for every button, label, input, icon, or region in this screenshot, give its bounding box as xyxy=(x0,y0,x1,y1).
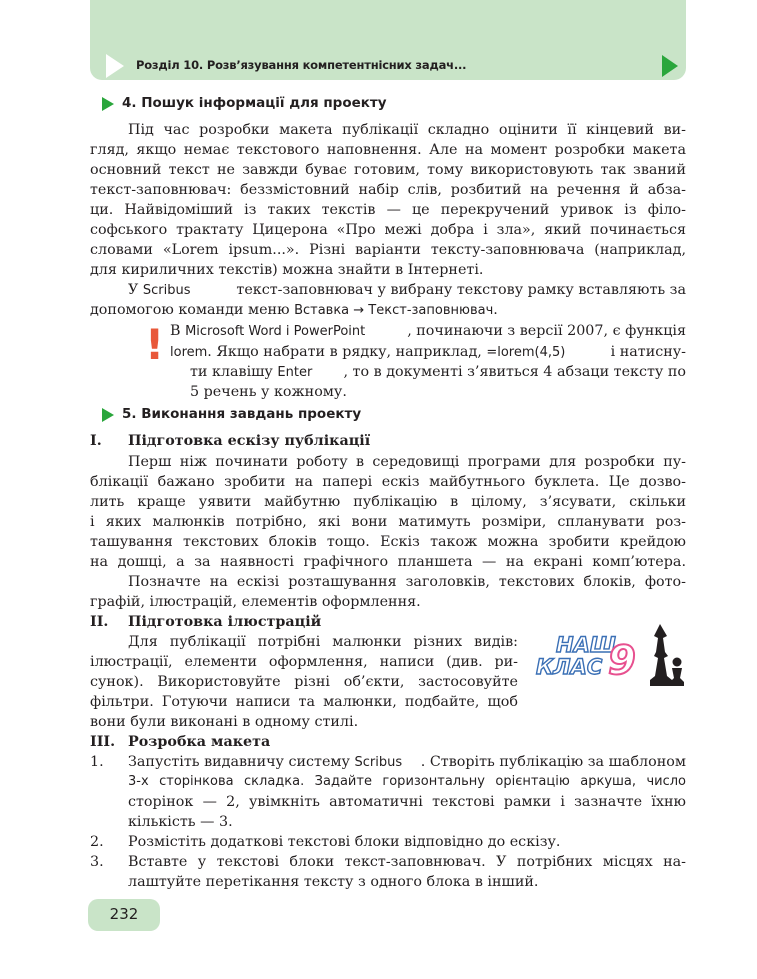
subsection-1-number: I. xyxy=(90,433,102,449)
text-line: допомогою команди меню Вставка → Текст-заповнювач. xyxy=(90,302,498,318)
subsection-2-number: II. xyxy=(90,614,109,630)
page-number: 232 xyxy=(109,905,139,923)
logo-word-1: НАШ xyxy=(556,633,616,657)
text-line: текст-заповнювач: беззмістовний набір слів, розбитий на речення й абза- xyxy=(90,182,686,198)
subsection-1-title: Підготовка ескізу публікації xyxy=(128,433,371,449)
text-line: Позначте на ескізі розташування заголовків, текстових блоків, фото- xyxy=(128,574,686,590)
list-item: Розмістіть додаткові текстові блоки відповідно до ескізу. xyxy=(128,834,561,850)
text-line: для кириличних текстів) можна знайти в Інтернеті. xyxy=(90,262,484,278)
logo-nash-klas-9 xyxy=(534,622,690,692)
list-item-number: 2. xyxy=(90,834,104,850)
header-arrow-left-icon xyxy=(106,54,124,78)
text-line: сунок). Використовуйте різні об’єкти, застосовуйте xyxy=(90,674,518,690)
text-line: 5 речень у кожному. xyxy=(190,384,347,400)
chess-pieces-icon xyxy=(650,624,684,686)
text-line: Для публікації потрібні малюнки різних видів: xyxy=(128,634,518,650)
subsection-3-number: III. xyxy=(90,734,116,750)
text-line: Під час розробки макета публікації складно оцінити її кінцевий ви- xyxy=(128,122,686,138)
text-line: В Microsoft Word і PowerPoint , починаючи з версії 2007, є функція xyxy=(170,323,686,339)
section-arrow-icon xyxy=(102,97,114,111)
text-line: фільтри. Готуючи написи та малюнки, подбайте, щоб xyxy=(90,694,518,710)
text-line: лить краще уявити майбутню публікацію в цілому, з’ясувати, скільки xyxy=(90,494,686,510)
text-line: лаштуйте перетікання тексту з одного блока в інший. xyxy=(128,874,539,890)
list-item-number: 3. xyxy=(90,854,104,870)
subsection-3-title: Розробка макета xyxy=(128,734,271,750)
exclamation-icon: ! xyxy=(145,320,165,369)
text-line: основний текст не завжди буває готовим, тому використовують так званий xyxy=(90,162,686,178)
text-line: ти клавішу Enter , то в документі з’явиться 4 абзаци тексту по xyxy=(190,364,686,380)
text-line: словами «Lorem ipsum...». Різні варіанти тексту-заповнювача (наприклад, xyxy=(90,242,686,258)
text-line: вони були виконані в одному стилі. xyxy=(90,714,359,730)
text-line: lorem. Якщо набрати в рядку, наприклад, =lorem(4,5) і натисну- xyxy=(170,344,686,360)
menu-command: Вставка → Текст-заповнювач xyxy=(294,303,494,318)
text-line: сторінок — 2, увімкніть автоматичні текстові рамки і зазначте їхню xyxy=(128,794,686,810)
header-arrow-right-icon[interactable] xyxy=(662,55,678,77)
text-line: ілюстрації, елементи оформлення, написи (див. ри- xyxy=(90,654,518,670)
subsection-2-title: Підготовка ілюстрацій xyxy=(128,614,322,630)
text-line: блікації бажано зробити на папері ескіз майбутнього буклета. Це дозво- xyxy=(90,474,686,490)
section-5-title: 5. Виконання завдань проекту xyxy=(122,406,362,422)
text-line: ци. Найвідоміший із таких текстів — це перекручений уривок із філо- xyxy=(90,202,686,218)
logo-graphic xyxy=(534,622,690,692)
section-4-title: 4. Пошук інформації для проекту xyxy=(122,95,387,111)
text-line: ташування текстових блоків тощо. Ескіз також можна зробити крейдою xyxy=(90,534,686,550)
list-item-number: 1. xyxy=(90,754,104,770)
text-line: і яких малюнків потрібно, які вони матимуть розміри, спланувати роз- xyxy=(90,514,686,530)
chapter-title: Розділ 10. Розв’язування компетентнісних задач... xyxy=(136,58,467,72)
text-line: У Scribus текст-заповнювач у вибрану текстову рамку вставляють за xyxy=(128,282,686,298)
text-line: Перш ніж починати роботу в середовищі програми для розробки пу- xyxy=(128,454,686,470)
text-line: на дошці, а за наявності графічного планшета — на екрані комп’ютера. xyxy=(90,554,686,570)
logo-word-2: КЛАС xyxy=(536,655,603,679)
list-item: Вставте у текстові блоки текст-заповнювач. У потрібних місцях на- xyxy=(128,854,686,870)
text-line: софського трактату Цицерона «Про межі добра і зла», який починається xyxy=(90,222,686,238)
text-line: гляд, якщо немає текстового наповнення. Але на момент розробки макета xyxy=(90,142,686,158)
logo-digit: 9 xyxy=(608,638,636,684)
text-line: графій, ілюстрацій, елементів оформлення. xyxy=(90,594,421,610)
text-line: кількість — 3. xyxy=(128,814,233,830)
list-item: Запустіть видавничу систему Scribus . Створіть публікацію за шаблоном xyxy=(128,754,686,770)
section-arrow-icon xyxy=(102,408,114,422)
text-line: 3-х сторінкова складка. Задайте горизонтальну орієнтацію аркуша, число xyxy=(128,774,686,789)
